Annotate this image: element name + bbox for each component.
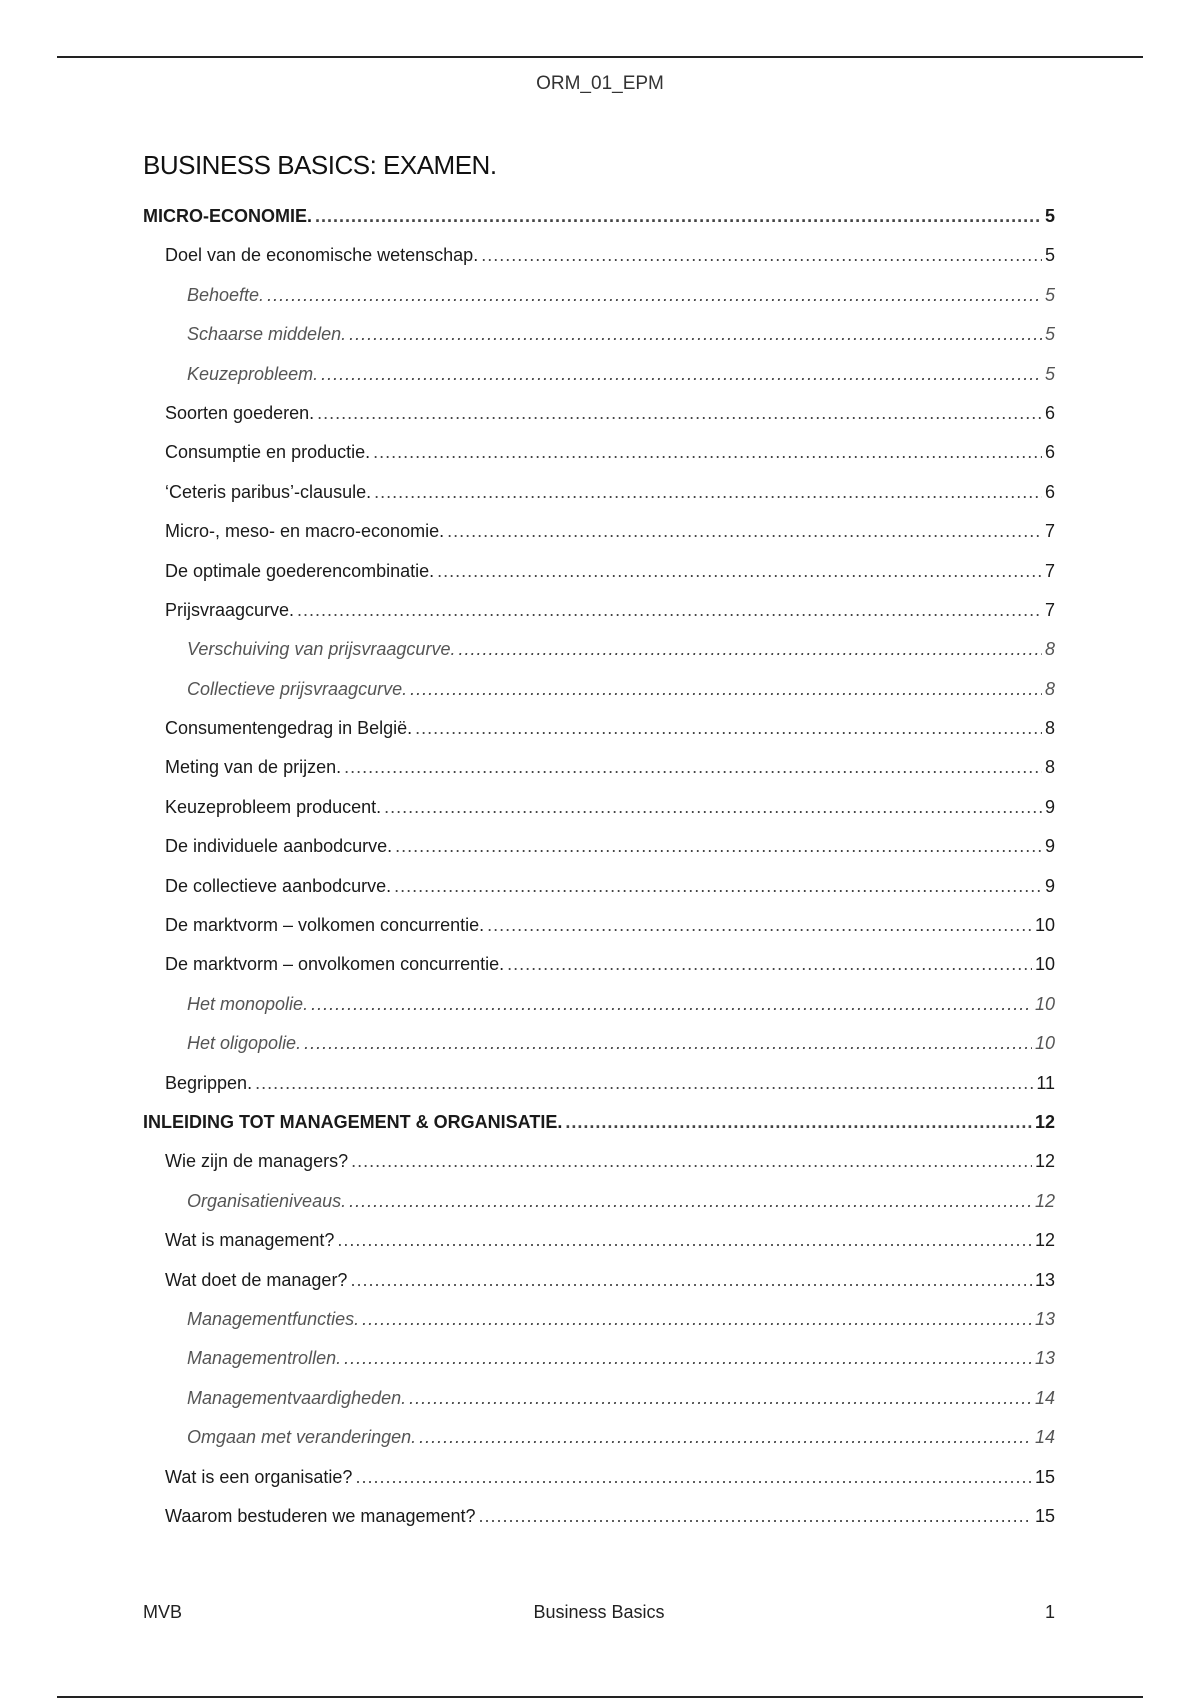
toc-entry-page-number: 15 bbox=[1034, 1505, 1055, 1526]
toc-entry-label: Doel van de economische wetenschap. bbox=[165, 245, 479, 266]
toc-entry[interactable] bbox=[143, 915, 1055, 954]
toc-entry-page-number: 5 bbox=[1044, 206, 1055, 226]
toc-entry-label: Begrippen. bbox=[165, 1072, 253, 1093]
toc-dot-leader bbox=[373, 442, 1042, 463]
footer-page-number: 1 bbox=[1044, 1602, 1055, 1622]
toc-dot-leader bbox=[351, 1151, 1032, 1172]
toc-entry-label: Wie zijn de managers? bbox=[165, 1151, 349, 1172]
toc-entry-page-number: 5 bbox=[1044, 245, 1055, 266]
toc-dot-leader bbox=[565, 1112, 1032, 1133]
toc-entry-label: Verschuiving van prijsvraagcurve. bbox=[187, 639, 456, 660]
toc-entry-page-number: 9 bbox=[1044, 796, 1055, 817]
toc-entry[interactable] bbox=[143, 757, 1055, 796]
toc-entry-page-number: 5 bbox=[1044, 284, 1055, 305]
toc-entry-page-number: 7 bbox=[1044, 599, 1055, 620]
toc-dot-leader bbox=[395, 836, 1042, 857]
toc-dot-leader bbox=[355, 1467, 1032, 1488]
toc-entry[interactable] bbox=[143, 364, 1055, 403]
header-rule bbox=[57, 56, 1143, 58]
toc-entry-label: Prijsvraagcurve. bbox=[165, 599, 295, 620]
toc-entry-label: Soorten goederen. bbox=[165, 402, 315, 423]
toc-entry[interactable] bbox=[143, 994, 1055, 1033]
toc-dot-leader bbox=[349, 1191, 1032, 1212]
toc-dot-leader bbox=[349, 324, 1042, 345]
toc-entry-page-number: 10 bbox=[1034, 993, 1055, 1014]
footer-rule bbox=[57, 1696, 1143, 1698]
footer-course-title: Business Basics bbox=[533, 1602, 665, 1622]
toc-entry[interactable] bbox=[143, 442, 1055, 481]
toc-dot-leader bbox=[350, 1270, 1032, 1291]
toc-dot-leader bbox=[481, 245, 1042, 266]
toc-dot-leader bbox=[315, 206, 1042, 227]
toc-dot-leader bbox=[304, 1033, 1032, 1054]
toc-entry[interactable] bbox=[143, 876, 1055, 915]
document-title: BUSINESS BASICS: EXAMEN. bbox=[143, 150, 497, 180]
toc-dot-leader bbox=[437, 561, 1042, 582]
toc-dot-leader bbox=[317, 403, 1042, 424]
toc-dot-leader bbox=[374, 482, 1042, 503]
toc-entry[interactable] bbox=[143, 324, 1055, 363]
toc-entry-page-number: 13 bbox=[1034, 1269, 1055, 1290]
toc-entry-label: Collectieve prijsvraagcurve. bbox=[187, 678, 408, 699]
toc-entry-label: Managementrollen. bbox=[187, 1348, 342, 1369]
toc-entry[interactable] bbox=[143, 1388, 1055, 1427]
toc-entry-label: Consumptie en productie. bbox=[165, 442, 371, 463]
toc-dot-leader bbox=[255, 1073, 1033, 1094]
toc-entry-page-number: 11 bbox=[1036, 1072, 1055, 1093]
toc-dot-leader bbox=[458, 639, 1042, 660]
toc-entry-page-number: 12 bbox=[1034, 1230, 1055, 1251]
toc-entry-page-number: 10 bbox=[1034, 915, 1055, 936]
toc-entry[interactable] bbox=[143, 1348, 1055, 1387]
toc-entry[interactable] bbox=[143, 1467, 1055, 1506]
toc-entry-label: De optimale goederencombinatie. bbox=[165, 560, 435, 581]
toc-entry-page-number: 8 bbox=[1044, 718, 1055, 739]
toc-entry-label: Meting van de prijzen. bbox=[165, 757, 342, 778]
toc-entry[interactable] bbox=[143, 1112, 1055, 1151]
toc-entry-page-number: 12 bbox=[1034, 1151, 1055, 1172]
toc-entry-page-number: 12 bbox=[1034, 1111, 1055, 1132]
toc-dot-leader bbox=[384, 797, 1042, 818]
toc-entry-label: Keuzeprobleem. bbox=[187, 363, 319, 384]
toc-entry-label: De collectieve aanbodcurve. bbox=[165, 875, 392, 896]
toc-entry-label: Het oligopolie. bbox=[187, 1033, 302, 1054]
toc-entry[interactable] bbox=[143, 561, 1055, 600]
toc-entry-label: Micro-, meso- en macro-economie. bbox=[165, 521, 445, 542]
table-of-contents bbox=[143, 206, 1055, 1545]
toc-dot-leader bbox=[344, 1348, 1032, 1369]
toc-entry-label: ‘Ceteris paribus’-clausule. bbox=[165, 481, 372, 502]
toc-entry-page-number: 13 bbox=[1034, 1308, 1055, 1329]
toc-entry-page-number: 7 bbox=[1044, 560, 1055, 581]
toc-entry[interactable] bbox=[143, 1506, 1055, 1545]
toc-dot-leader bbox=[409, 1388, 1032, 1409]
toc-entry-page-number: 8 bbox=[1044, 678, 1055, 699]
toc-entry-label: Wat doet de manager? bbox=[165, 1269, 348, 1290]
toc-dot-leader bbox=[297, 600, 1042, 621]
toc-entry-label: De individuele aanbodcurve. bbox=[165, 836, 393, 857]
toc-entry-label: Schaarse middelen. bbox=[187, 324, 347, 345]
toc-entry[interactable] bbox=[143, 679, 1055, 718]
toc-entry-page-number: 9 bbox=[1044, 836, 1055, 857]
toc-entry-label: Wat is management? bbox=[165, 1230, 335, 1251]
toc-entry-page-number: 6 bbox=[1044, 481, 1055, 502]
toc-entry[interactable] bbox=[143, 836, 1055, 875]
toc-entry[interactable] bbox=[143, 600, 1055, 639]
toc-entry[interactable] bbox=[143, 1309, 1055, 1348]
toc-entry[interactable] bbox=[143, 718, 1055, 757]
toc-entry[interactable] bbox=[143, 1230, 1055, 1269]
toc-dot-leader bbox=[344, 757, 1042, 778]
toc-entry[interactable] bbox=[143, 482, 1055, 521]
toc-entry-page-number: 14 bbox=[1034, 1387, 1055, 1408]
toc-dot-leader bbox=[321, 364, 1042, 385]
toc-dot-leader bbox=[267, 285, 1042, 306]
toc-dot-leader bbox=[410, 679, 1042, 700]
toc-entry-page-number: 15 bbox=[1034, 1466, 1055, 1487]
toc-dot-leader bbox=[507, 954, 1032, 975]
toc-entry-label: Managementfuncties. bbox=[187, 1308, 360, 1329]
toc-entry-label: Managementvaardigheden. bbox=[187, 1387, 407, 1408]
toc-dot-leader bbox=[415, 718, 1042, 739]
toc-entry[interactable] bbox=[143, 639, 1055, 678]
toc-entry-label: De marktvorm – volkomen concurrentie. bbox=[165, 915, 485, 936]
toc-entry-page-number: 12 bbox=[1034, 1190, 1055, 1211]
toc-entry-label: Consumentengedrag in België. bbox=[165, 718, 413, 739]
toc-entry-page-number: 6 bbox=[1044, 442, 1055, 463]
toc-dot-leader bbox=[447, 521, 1042, 542]
toc-entry[interactable] bbox=[143, 1191, 1055, 1230]
toc-entry-page-number: 10 bbox=[1034, 1033, 1055, 1054]
toc-entry[interactable] bbox=[143, 797, 1055, 836]
toc-entry-label: Wat is een organisatie? bbox=[165, 1466, 353, 1487]
toc-entry[interactable] bbox=[143, 1427, 1055, 1466]
toc-entry-label: Behoefte. bbox=[187, 284, 265, 305]
toc-entry[interactable] bbox=[143, 954, 1055, 993]
toc-entry-page-number: 9 bbox=[1044, 875, 1055, 896]
toc-entry-page-number: 6 bbox=[1044, 402, 1055, 423]
toc-entry[interactable] bbox=[143, 1151, 1055, 1190]
toc-entry-page-number: 5 bbox=[1044, 324, 1055, 345]
toc-dot-leader bbox=[337, 1230, 1032, 1251]
toc-entry-label: Omgaan met veranderingen. bbox=[187, 1427, 417, 1448]
toc-dot-leader bbox=[487, 915, 1032, 936]
toc-entry-page-number: 5 bbox=[1044, 363, 1055, 384]
toc-entry-label: INLEIDING TOT MANAGEMENT & ORGANISATIE. bbox=[143, 1111, 563, 1132]
footer-author: MVB bbox=[143, 1602, 183, 1622]
toc-entry[interactable] bbox=[143, 1270, 1055, 1309]
toc-entry-page-number: 14 bbox=[1034, 1427, 1055, 1448]
toc-entry-label: Het monopolie. bbox=[187, 993, 309, 1014]
toc-dot-leader bbox=[479, 1506, 1032, 1527]
toc-entry[interactable] bbox=[143, 521, 1055, 560]
toc-entry[interactable] bbox=[143, 206, 1055, 245]
toc-entry-label: Keuzeprobleem producent. bbox=[165, 796, 382, 817]
toc-entry[interactable] bbox=[143, 285, 1055, 324]
toc-entry-page-number: 10 bbox=[1034, 954, 1055, 975]
toc-entry-page-number: 8 bbox=[1044, 639, 1055, 660]
toc-entry[interactable] bbox=[143, 1073, 1055, 1112]
document-header: ORM_01_EPM bbox=[536, 73, 664, 94]
toc-entry-label: De marktvorm – onvolkomen concurrentie. bbox=[165, 954, 505, 975]
toc-dot-leader bbox=[362, 1309, 1032, 1330]
toc-dot-leader bbox=[311, 994, 1032, 1015]
toc-entry-label: Waarom bestuderen we management? bbox=[165, 1505, 476, 1526]
toc-entry[interactable] bbox=[143, 245, 1055, 284]
toc-entry-label: MICRO-ECONOMIE. bbox=[143, 206, 312, 226]
toc-entry-label: Organisatieniveaus. bbox=[187, 1190, 347, 1211]
toc-entry-page-number: 8 bbox=[1044, 757, 1055, 778]
toc-entry-page-number: 13 bbox=[1034, 1348, 1055, 1369]
toc-entry[interactable] bbox=[143, 1033, 1055, 1072]
toc-entry[interactable] bbox=[143, 403, 1055, 442]
toc-dot-leader bbox=[394, 876, 1042, 897]
toc-entry-page-number: 7 bbox=[1044, 521, 1055, 542]
toc-dot-leader bbox=[419, 1427, 1032, 1448]
